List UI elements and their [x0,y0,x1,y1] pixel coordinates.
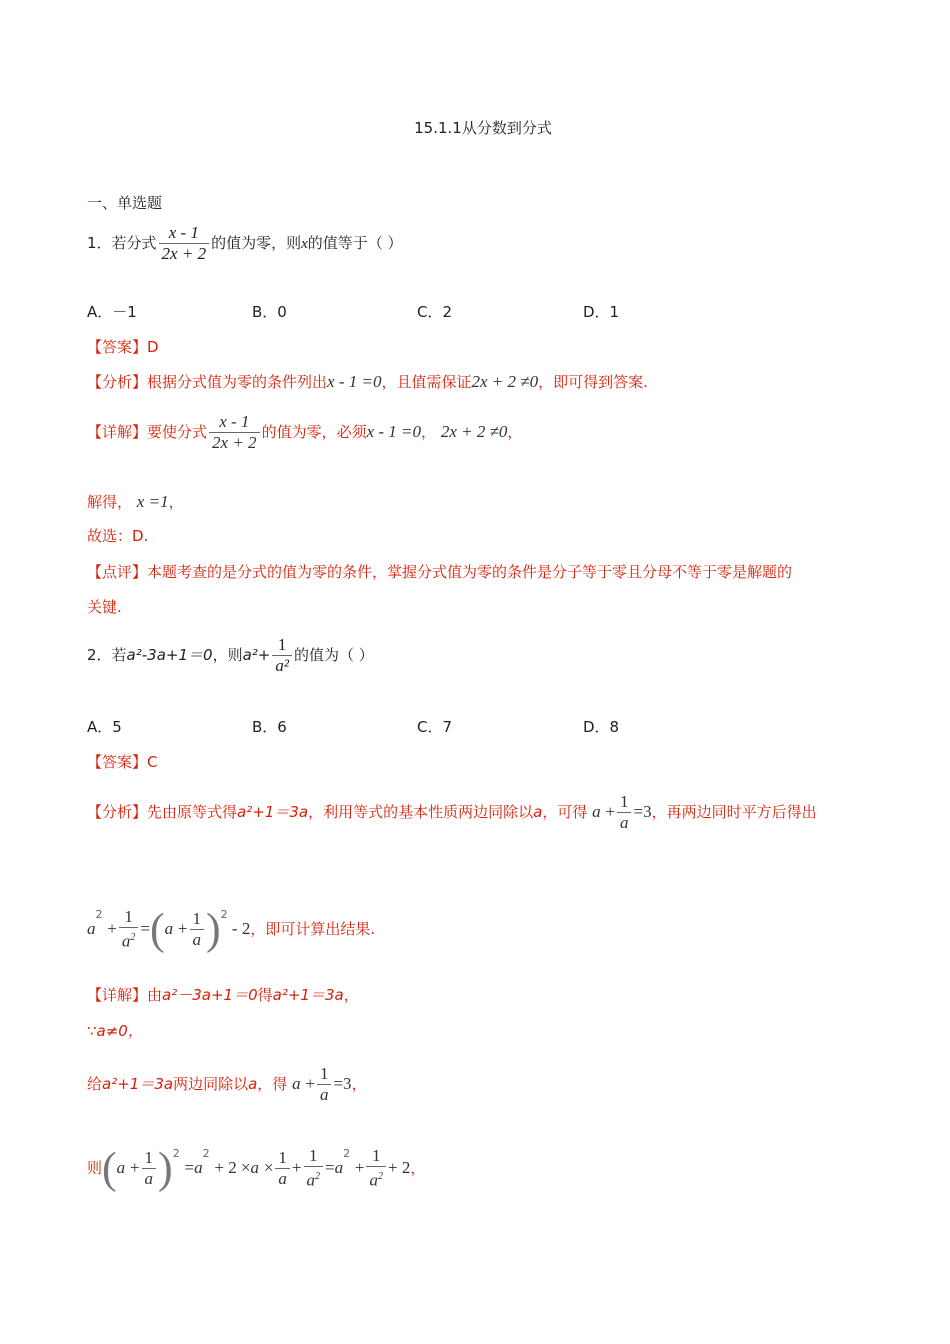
page-title: 15.1.1从分数到分式 [414,119,552,137]
q2-analysis-line2 [87,904,375,956]
q2-analysis [87,790,817,834]
q1-detail-label: 【详解】 [87,423,148,441]
q2-detail-eq2: a²+1＝3a [272,986,344,1004]
q1-analysis-text-c: ，即可得到答案. [538,373,648,391]
q2-divide [87,1062,367,1106]
q2-detail-label: 【详解】 [87,986,148,1004]
q1-analysis-eq1: x - 1 =0 [327,372,382,391]
q1-option-a: A．－1 [87,303,137,321]
q1-mid: 的值为零，则 [211,234,302,252]
q1-analysis-label: 【分析】 [87,373,148,391]
q2-give-text-b: 两边同除以 [173,1075,249,1093]
q1-analysis-eq2: 2x + 2 ≠0 [471,372,539,391]
q1-frac-den: 2x + 2 [159,243,210,264]
q2-analysis-text-d: ，再两边同时平方后得出 [651,803,817,821]
q2-frac-num: 1 [277,635,287,654]
q1-solve-eq: x =1 [136,492,169,511]
q2-option-a: A．5 [87,718,122,736]
q1-fraction [159,223,210,264]
q2-analysis-text-c: ，可得 [542,803,588,821]
q1-option-d: D．1 [583,303,620,321]
q1-analysis-text-a: 根据分式值为零的条件列出 [147,373,328,391]
question-1 [87,221,403,266]
q1-prefix: 1．若分式 [87,234,157,252]
q1-detail-end: ， [507,423,523,441]
q2-suffix: 的值为（ ） [293,646,374,664]
q1-solve-end: ， [168,493,184,511]
q2-then-formula: (a + $\frac{1}{a}$ )$^2 =a^2 + 2 \times a$ × $\frac{1}{a}$ + $\frac{1}{a^2}$ $=a^2$ + $\frac{1}{a^2}$ + 2 [102,1143,411,1193]
q2-then-end: ， [410,1159,426,1177]
q2-analysis-label: 【分析】 [87,803,148,821]
q1-option-b: B．0 [252,303,287,321]
q1-detail-sep: ， [421,423,437,441]
q2-then-label: 则 [87,1159,103,1177]
q1-comment-end: 关键. [87,598,122,616]
q2-option-b: B．6 [252,718,287,736]
q1-detail-frac-num: x - 1 [219,412,250,431]
q1-detail-fraction [209,412,260,453]
q1-comment-text: 本题考查的是分式的值为零的条件，掌握分式值为零的条件是分子等于零且分母不等于零是解题的 [147,563,793,581]
q1-detail [87,410,522,454]
q2-detail-text-b: 得 [257,986,273,1004]
q2-detail-end: ， [343,986,359,1004]
q1-frac-num: x - 1 [168,223,199,242]
q2-analysis-text-a: 先由原等式得 [147,803,238,821]
q2-option-d: D．8 [583,718,620,736]
q2-fraction [272,635,292,676]
q2-analysis-var: a [533,803,543,821]
section-heading: 一、单选题 [87,194,163,212]
q1-comment-label: 【点评】 [87,563,148,581]
q2-give-formula: a + $\frac{1}{a}$ =3 [292,1064,352,1104]
q1-solve [87,492,184,512]
q2-expr: a²+ [242,646,271,664]
q1-comment [87,562,792,582]
q2-give-var: a [248,1075,258,1093]
q2-analysis-formula: a + $\frac{1}{a}$ =3 [592,792,652,832]
q1-option-c: C．2 [417,303,453,321]
question-2 [87,633,374,677]
q2-because: ∵a≠0， [87,1022,143,1040]
q2-give-end: ， [351,1075,367,1093]
q1-detail-text-b: 的值为零，必须 [261,423,367,441]
q1-detail-frac-den: 2x + 2 [209,432,260,453]
q2-square-identity: $a^2$ + $\frac{1}{a^2}$ =(a + $\frac{1}{a}$ )$^2$ - 2 [87,904,251,954]
q2-option-c: C．7 [417,718,453,736]
q1-detail-eq2: 2x + 2 ≠0 [440,422,508,441]
q2-analysis-text-b: ，利用等式的基本性质两边同除以 [308,803,534,821]
q1-suffix: 的值等于（ ） [307,234,403,252]
q2-frac-den: a² [272,655,292,676]
q2-give-text-a: 给 [87,1075,103,1093]
q2-give-eq: a²+1＝3a [102,1075,174,1093]
q1-answer: 【答案】D [87,338,159,356]
q1-analysis-text-b: ，且值需保证 [381,373,472,391]
q2-detail-eq1: a²－3a+1＝0 [162,986,258,1004]
q1-choose: 故选：D. [87,527,149,545]
q2-detail-text-a: 由 [147,986,163,1004]
q2-give-text-c: ，得 [257,1075,288,1093]
q2-detail [87,985,359,1005]
q1-solve-label: 解得， [87,493,133,511]
q2-then [87,1143,425,1195]
q1-detail-text-a: 要使分式 [147,423,208,441]
q2-prefix: 2．若 [87,646,127,664]
q2-analysis-eq: a²+1＝3a [237,803,309,821]
q2-answer: 【答案】C [87,753,158,771]
q1-detail-eq1: x - 1 =0 [366,422,422,441]
q1-analysis [87,372,648,392]
q2-mid: ，则 [212,646,243,664]
q2-analysis-text-e: ，即可计算出结果. [250,920,376,938]
q2-condition: a²-3a+1＝0 [126,646,213,664]
q1-var: x [301,236,308,252]
